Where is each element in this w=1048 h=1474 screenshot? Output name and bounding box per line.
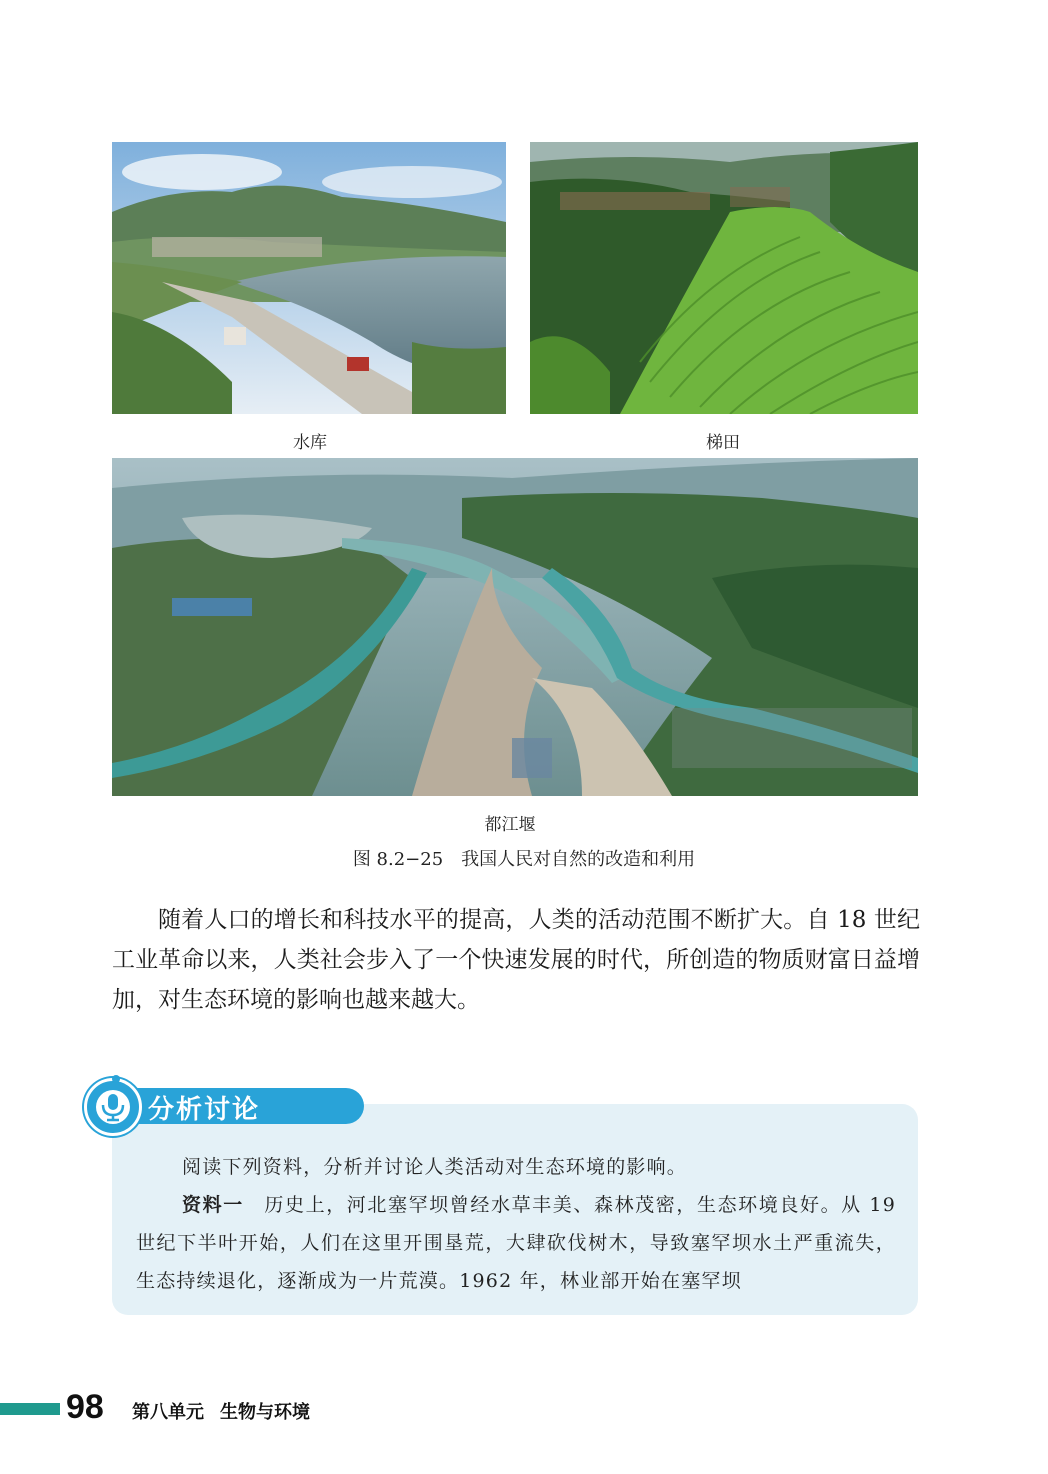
unit-title: 生物与环境 [220, 1402, 310, 1423]
figure-title: 图 8.2−25 我国人民对自然的改造和利用 [352, 849, 696, 870]
material-label: 资料一 [182, 1194, 244, 1216]
unit-label: 第八单元 [132, 1402, 204, 1423]
discussion-title: 分析讨论 [148, 1095, 261, 1125]
page-number: 98 [66, 1388, 104, 1426]
discussion-text [136, 1148, 896, 1300]
microphone-icon [84, 1078, 142, 1136]
material-one [136, 1186, 896, 1300]
body-paragraph: 随着人口的增长和科技水平的提高，人类的活动范围不断扩大。自 18 世纪工业革命以来，人类社会步入了一个快速发展的时代，所创造的物质财富日益增加，对生态环境的影响也越来越大。 [112, 907, 920, 1013]
reservoir-caption: 水库 [293, 433, 327, 453]
body-paragraph-block [112, 900, 920, 1020]
footer-accent-bar [0, 1403, 60, 1415]
terrace-caption: 梯田 [706, 433, 740, 453]
terrace-photo [530, 142, 918, 414]
dujiangyan-caption: 都江堰 [484, 815, 536, 835]
material-text: 历史上，河北塞罕坝曾经水草丰美、森林茂密，生态环境良好。从 19 世纪下半叶开始，人们在这里开围垦荒，大肆砍伐树木，导致塞罕坝水土严重流失，生态持续退化，逐渐成为一片荒漠。1962 年，林业部开始在塞罕坝 [136, 1194, 896, 1292]
dujiangyan-photo [112, 458, 918, 796]
footer-unit [132, 1398, 326, 1424]
reservoir-photo [112, 142, 506, 414]
discussion-intro: 阅读下列资料，分析并讨论人类活动对生态环境的影响。 [182, 1156, 688, 1178]
